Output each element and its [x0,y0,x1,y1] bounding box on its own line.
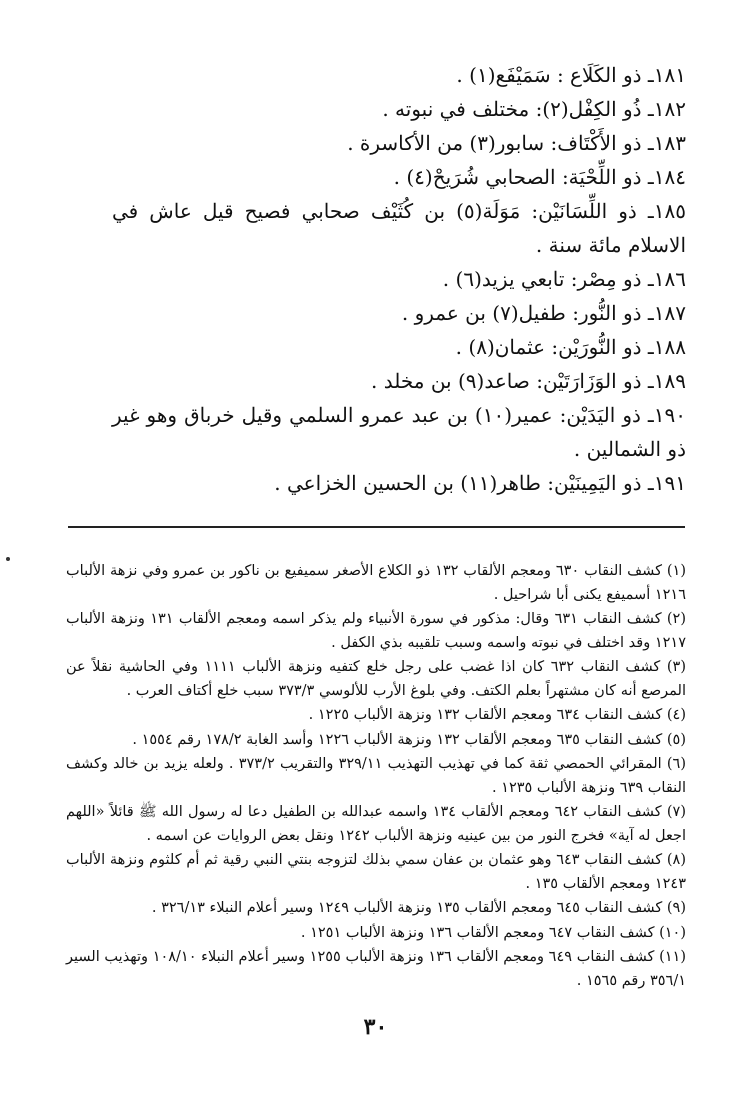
margin-dot [6,557,10,561]
footnote-5: (٥) كشف النقاب ٦٣٥ ومعجم الألقاب ١٣٢ ونزهة الألباب ١٢٢٦ وأسد الغابة ١٧٨/٢ رقم ١٥٥٤ . [132,731,686,748]
entry-183: ١٨٣ـ ذو الأَكْتَاف: سابور(٣) من الأكاسرة . [347,131,686,155]
entry-186: ١٨٦ـ ذو مِصْر: تابعي يزيد(٦) . [442,267,686,291]
footnote-9: (٩) كشف النقاب ٦٤٥ ومعجم الألقاب ١٣٥ ونزهة الألباب ١٢٤٩ وسير أعلام النبلاء ٣٢٦/١٣ . [151,900,686,916]
entry-182: ١٨٢ـ ذُو الكِفْل(٢): مختلف في نبوته . [382,97,686,121]
footnote-4: (٤) كشف النقاب ٦٣٤ ومعجم الألقاب ١٣٢ ونزهة الألباب ١٢٢٥ . [308,707,686,723]
footnote-2: (٢) كشف النقاب ٦٣١ وقال: مذكور في سورة الأنبياء ولم يذكر اسمه ومعجم الألقاب ١٣١ ونزهة الألباب ١٢١٧ وقد اختلف في نبوته واسمه وسبب تلقيبه بذي الكفل . [66,611,686,651]
footnote-10: (١٠) كشف النقاب ٦٤٧ ومعجم الألقاب ١٣٦ ونزهة الألباب ١٢٥١ . [300,924,686,941]
footnote-7: (٧) كشف النقاب ٦٤٢ ومعجم الألقاب ١٣٤ واسمه عبدالله بن الطفيل دعا له رسول الله ﷺ قائلاً «اللهم اجعل له آية» فخرج النور من بين عينيه ونزهة الألباب ١٢٤٢ ونقل بعض الروايات عن اسمه . [66,804,686,844]
entries-list [112,58,686,500]
footnote-3: (٣) كشف النقاب ٦٣٢ كان اذا غضب على رجل خلع كتفيه ونزهة الألباب ١١١١ وفي الحاشية نقلاً عن المرصع أنه كان مشتهراً بعلم الكتف. وفي بلوغ الأرب للألوسي ٣٧٣/٣ سبب خلع أكتاف العرب . [66,659,686,699]
entry-191: ١٩١ـ ذو اليَمِينَيْن: طاهر(١١) بن الحسين الخزاعي . [274,471,686,495]
page-number: ٣٠ [363,1014,388,1040]
entry-181: ١٨١ـ ذو الكَلَاع : سَمَيْفَع(١) . [456,63,686,87]
footnote-1: (١) كشف النقاب ٦٣٠ ومعجم الألقاب ١٣٢ ذو الكلاع الأصغر سميفيع بن ناكور بن عمرو وفي نزهة الألباب ١٢١٦ أسميفع يكنى أبا شراحيل . [66,563,686,603]
footnote-separator-rule [68,526,685,528]
footnote-6: (٦) المقرائي الحمصي ثقة كما في تهذيب التهذيب ٣٢٩/١١ والتقريب ٣٧٣/٢ . ولعله يزيد بن خالد وكشف النقاب ٦٣٩ ونزهة الألباب ١٢٣٥ . [66,756,686,796]
footnote-11: (١١) كشف النقاب ٦٤٩ ومعجم الألقاب ١٣٦ ونزهة الألباب ١٢٥٥ وسير أعلام النبلاء ١٠٨/١٠ وتهذيب السير ٣٥٦/١ رقم ١٥٦٥ . [66,949,686,989]
entry-188: ١٨٨ـ ذو النُّورَيْن: عثمان(٨) . [455,335,686,359]
footnote-8: (٨) كشف النقاب ٦٤٣ وهو عثمان بن عفان سمي بذلك لتزوجه بنتي النبي رقية ثم أم كلثوم ونزهة الألباب ١٢٤٣ ومعجم الألقاب ١٣٥ . [66,852,686,892]
footnotes-list [66,560,686,994]
entry-187: ١٨٧ـ ذو النُّور: طفيل(٧) بن عمرو . [401,301,686,325]
entry-189: ١٨٩ـ ذو الوَزَارَتَيْن: صاعد(٩) بن مخلد . [371,369,686,393]
entry-184: ١٨٤ـ ذو اللِّحْيَة: الصحابي شُرَيحْ(٤) . [393,165,686,189]
entry-185: ١٨٥ـ ذو اللِّسَانَيْن: مَوَلَة(٥) بن كُثَيْف صحابي فصيح قيل عاش في الاسلام مائة سنة . [112,199,686,257]
entry-190: ١٩٠ـ ذو اليَدَيْن: عمير(١٠) بن عبد عمرو السلمي وقيل خرباق وهو غير ذو الشمالين . [112,403,687,461]
